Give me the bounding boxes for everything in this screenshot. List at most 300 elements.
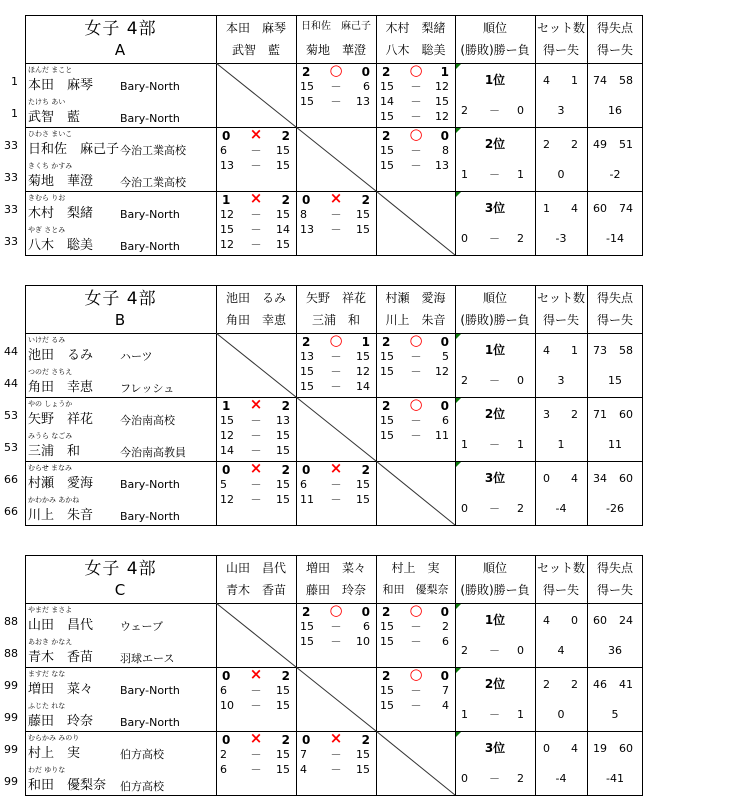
column-header-player1: 木村 梨緒 (385, 21, 446, 35)
game-score-opp: 6 (363, 620, 370, 633)
column-header-player1: 日和佐 麻己子 (301, 21, 371, 32)
game-score-dash: － (250, 493, 262, 506)
column-header-player1: 村上 実 (391, 561, 440, 575)
column-header-player1: 村瀬 愛海 (385, 291, 446, 305)
game-score-own: 15 (220, 223, 234, 236)
game-score-opp: 15 (356, 478, 370, 491)
player-name: 和田 優梨奈 (28, 778, 107, 793)
player-name: 八木 聡美 (28, 238, 94, 253)
player-affiliation: Bary-North (120, 112, 180, 125)
rank-dash: － (489, 772, 500, 785)
game-score-opp: 15 (356, 350, 370, 363)
cell-comment-marker (456, 398, 461, 403)
game-score-own: 15 (380, 365, 394, 378)
game-score-dash: － (250, 159, 262, 172)
match-cell (296, 63, 376, 127)
match-sets-won: 2 (382, 129, 391, 143)
points-lost: 60 (619, 472, 633, 485)
points-diff: 16 (608, 104, 622, 117)
win-count: 1 (461, 708, 468, 721)
match-sets-lost: 2 (281, 193, 290, 207)
match-sets-lost: 0 (440, 129, 449, 143)
game-score-dash: － (250, 238, 262, 251)
match-sets-won: 0 (222, 669, 231, 683)
game-score-dash: － (330, 478, 342, 491)
loss-count: 2 (517, 502, 524, 515)
match-sets-lost: 2 (281, 733, 290, 747)
game-score-opp: 13 (356, 95, 370, 108)
player-affiliation: ハーツ (120, 350, 153, 363)
game-score-dash: － (250, 414, 262, 427)
game-score-own: 15 (380, 80, 394, 93)
cell-comment-marker (456, 462, 461, 467)
game-score-dash: － (410, 159, 422, 172)
points-won: 74 (593, 74, 607, 87)
game-score-opp: 15 (356, 748, 370, 761)
seed-number: 53 (4, 409, 18, 422)
sets-diff: 1 (557, 438, 565, 451)
player-affiliation: フレッシュ (120, 382, 175, 395)
points-lost: 41 (619, 678, 633, 691)
match-sets-won: 0 (222, 129, 231, 143)
self-match-diagonal (296, 667, 376, 731)
stat-header-points: 得失点 (596, 291, 633, 305)
stat-header-rank: 順位 (482, 561, 507, 575)
loss-count: 0 (517, 644, 524, 657)
sets-won: 0 (543, 742, 550, 755)
game-score-own: 14 (220, 444, 234, 457)
player-affiliation: Bary-North (120, 684, 180, 697)
match-sets-lost: 2 (361, 463, 370, 477)
match-cell (376, 63, 455, 127)
group-title: 女子 4部 (84, 19, 157, 39)
rank-dash: － (489, 104, 500, 117)
game-score-own: 6 (220, 144, 227, 157)
match-sets-won: 2 (382, 399, 391, 413)
rank-label: 1位 (484, 613, 506, 627)
match-result-mark: ○ (409, 665, 423, 683)
self-match-diagonal (216, 63, 296, 127)
column-header-player1: 池田 るみ (225, 291, 286, 305)
match-cell (216, 191, 296, 255)
game-score-dash: － (410, 144, 422, 157)
player-name: 角田 幸恵 (28, 380, 94, 395)
game-score-dash: － (250, 684, 262, 697)
game-score-opp: 15 (276, 493, 290, 506)
match-sets-won: 0 (302, 193, 311, 207)
match-result-mark: ○ (409, 61, 423, 79)
rank-dash: － (489, 232, 500, 245)
player-kana: いけだ るみ (28, 336, 66, 344)
player-kana: やぎ さとみ (28, 226, 66, 234)
points-lost: 60 (619, 742, 633, 755)
sets-diff: -4 (555, 772, 567, 785)
game-score-own: 12 (220, 493, 234, 506)
sets-won: 4 (543, 614, 550, 627)
player-kana: むらせ まなみ (28, 464, 73, 472)
game-score-dash: － (250, 144, 262, 157)
loss-count: 2 (517, 232, 524, 245)
game-score-own: 15 (380, 429, 394, 442)
match-cell (216, 667, 296, 731)
win-count: 1 (461, 438, 468, 451)
match-cell (216, 731, 296, 795)
game-score-opp: 12 (435, 80, 449, 93)
self-match-diagonal (216, 603, 296, 667)
game-score-own: 15 (300, 95, 314, 108)
sets-lost: 1 (571, 344, 578, 357)
win-count: 0 (461, 232, 468, 245)
player-name: 武智 藍 (28, 110, 81, 125)
game-score-opp: 11 (435, 429, 449, 442)
sets-lost: 1 (571, 74, 578, 87)
cell-comment-marker (456, 64, 461, 69)
points-won: 46 (593, 678, 607, 691)
seed-number: 99 (4, 679, 18, 692)
stat-header-sets-sub: 得ー失 (542, 43, 579, 57)
self-match-diagonal (376, 461, 455, 525)
sets-lost: 2 (571, 138, 578, 151)
game-score-own: 15 (300, 80, 314, 93)
sets-diff: 0 (557, 708, 565, 721)
points-diff: 15 (608, 374, 622, 387)
column-header-player2: 角田 幸恵 (225, 313, 286, 327)
player-kana: みうら なごみ (28, 432, 73, 440)
game-score-opp: 2 (442, 620, 449, 633)
match-sets-won: 2 (382, 605, 391, 619)
game-score-opp: 13 (435, 159, 449, 172)
column-header-player2: 藤田 玲奈 (305, 583, 366, 597)
match-result-mark: × (249, 665, 263, 683)
player-name: 日和佐 麻己子 (28, 142, 120, 157)
game-score-own: 15 (380, 414, 394, 427)
seed-number: 33 (4, 235, 18, 248)
game-score-own: 15 (300, 620, 314, 633)
sets-lost: 0 (571, 614, 578, 627)
sets-won: 2 (543, 138, 550, 151)
points-diff: 5 (611, 708, 619, 721)
game-score-own: 15 (220, 414, 234, 427)
player-kana: きくち かすみ (28, 162, 73, 170)
game-score-dash: － (330, 635, 342, 648)
cell-comment-marker (456, 128, 461, 133)
player-kana: ますだ なな (28, 670, 66, 678)
points-won: 60 (593, 614, 607, 627)
loss-count: 1 (517, 168, 524, 181)
match-result-mark: ○ (409, 125, 423, 143)
game-score-dash: － (250, 478, 262, 491)
game-score-opp: 15 (276, 208, 290, 221)
match-result-mark: × (329, 729, 343, 747)
game-score-dash: － (330, 208, 342, 221)
game-score-own: 4 (300, 763, 307, 776)
game-score-opp: 5 (442, 350, 449, 363)
match-sets-lost: 1 (440, 65, 449, 79)
game-score-opp: 15 (435, 95, 449, 108)
game-score-dash: － (330, 380, 342, 393)
stat-header-points: 得失点 (596, 21, 633, 35)
game-score-opp: 15 (276, 159, 290, 172)
match-result-mark: ○ (329, 331, 343, 349)
game-score-opp: 10 (356, 635, 370, 648)
game-score-opp: 12 (435, 365, 449, 378)
match-result-mark: × (329, 459, 343, 477)
player-name: 池田 るみ (28, 348, 94, 363)
match-cell (296, 461, 376, 525)
game-score-own: 14 (380, 95, 394, 108)
sets-diff: 3 (557, 374, 565, 387)
loss-count: 1 (517, 708, 524, 721)
game-score-dash: － (410, 350, 422, 363)
player-kana: ふじた れな (28, 702, 66, 710)
game-score-dash: － (330, 763, 342, 776)
seed-number: 1 (11, 75, 18, 88)
sets-diff: -3 (555, 232, 567, 245)
game-score-own: 6 (220, 763, 227, 776)
player-name: 川上 朱音 (28, 508, 94, 523)
points-lost: 60 (619, 408, 633, 421)
stat-header-sets: セット数 (536, 561, 585, 575)
game-score-own: 15 (380, 110, 394, 123)
rank-dash: － (489, 438, 500, 451)
points-won: 19 (593, 742, 607, 755)
stat-header-points-sub: 得ー失 (596, 313, 633, 327)
sets-diff: 4 (557, 644, 565, 657)
points-diff: -26 (606, 502, 624, 515)
player-affiliation: 今治南高校 (120, 414, 175, 427)
sets-diff: -4 (555, 502, 567, 515)
group-letter: C (114, 581, 127, 599)
match-sets-lost: 2 (281, 399, 290, 413)
game-score-own: 7 (300, 748, 307, 761)
stat-header-points-sub: 得ー失 (596, 43, 633, 57)
win-count: 0 (461, 502, 468, 515)
seed-number: 88 (4, 647, 18, 660)
match-sets-won: 0 (222, 733, 231, 747)
game-score-own: 15 (380, 699, 394, 712)
self-match-diagonal (216, 333, 296, 397)
column-header-player2: 菊地 華澄 (305, 43, 366, 57)
game-score-dash: － (410, 365, 422, 378)
player-kana: わだ ゆりな (28, 766, 66, 774)
player-kana: やまだ まさよ (28, 606, 73, 614)
game-score-opp: 15 (356, 493, 370, 506)
match-result-mark: × (249, 459, 263, 477)
rank-label: 1位 (484, 73, 506, 87)
game-score-own: 11 (300, 493, 314, 506)
player-kana: やの しょうか (28, 400, 73, 408)
match-sets-won: 2 (382, 65, 391, 79)
game-score-own: 6 (220, 684, 227, 697)
game-score-dash: － (330, 493, 342, 506)
cell-comment-marker (456, 668, 461, 673)
seed-number: 33 (4, 171, 18, 184)
points-won: 73 (593, 344, 607, 357)
game-score-opp: 15 (276, 238, 290, 251)
points-diff: 36 (608, 644, 622, 657)
player-name: 三浦 和 (28, 444, 81, 459)
match-result-mark: ○ (409, 395, 423, 413)
game-score-own: 12 (220, 208, 234, 221)
stat-header-sets: セット数 (536, 21, 585, 35)
cell-comment-marker (456, 604, 461, 609)
game-score-dash: － (410, 684, 422, 697)
player-name: 木村 梨緒 (28, 206, 94, 221)
player-affiliation: Bary-North (120, 478, 180, 491)
sets-won: 2 (543, 678, 550, 691)
game-score-own: 13 (300, 350, 314, 363)
game-score-dash: － (330, 365, 342, 378)
rank-dash: － (489, 374, 500, 387)
game-score-own: 5 (220, 478, 227, 491)
seed-number: 33 (4, 203, 18, 216)
player-affiliation: Bary-North (120, 240, 180, 253)
game-score-opp: 6 (442, 414, 449, 427)
column-header-player2: 和田 優梨奈 (382, 583, 449, 596)
game-score-dash: － (250, 444, 262, 457)
column-header-player2: 八木 聡美 (385, 43, 446, 57)
player-name: 村瀬 愛海 (28, 476, 94, 491)
stat-header-sets-sub: 得ー失 (542, 583, 579, 597)
rank-label: 2位 (484, 677, 506, 691)
match-cell (216, 461, 296, 525)
rank-label: 3位 (484, 201, 506, 215)
game-score-opp: 15 (276, 699, 290, 712)
loss-count: 1 (517, 438, 524, 451)
points-diff: -2 (609, 168, 621, 181)
match-sets-lost: 0 (440, 399, 449, 413)
game-score-dash: － (330, 350, 342, 363)
match-sets-lost: 0 (361, 605, 370, 619)
points-diff: 11 (608, 438, 622, 451)
column-header-player1: 山田 昌代 (225, 561, 286, 575)
player-affiliation: 今治南高教員 (120, 446, 186, 459)
player-affiliation: 今治工業高校 (120, 176, 186, 189)
game-score-own: 15 (300, 365, 314, 378)
match-sets-lost: 2 (281, 129, 290, 143)
win-count: 1 (461, 168, 468, 181)
match-result-mark: × (329, 189, 343, 207)
match-sets-won: 1 (222, 193, 231, 207)
cell-comment-marker (456, 732, 461, 737)
match-sets-won: 2 (302, 605, 311, 619)
game-score-opp: 12 (356, 365, 370, 378)
match-cell (376, 333, 455, 397)
player-kana: ほんだ まこと (28, 66, 73, 74)
game-score-dash: － (410, 414, 422, 427)
sets-won: 4 (543, 74, 550, 87)
win-count: 2 (461, 644, 468, 657)
game-score-opp: 15 (276, 478, 290, 491)
match-sets-won: 2 (382, 669, 391, 683)
player-affiliation: Bary-North (120, 80, 180, 93)
seed-number: 99 (4, 711, 18, 724)
match-result-mark: × (249, 395, 263, 413)
self-match-diagonal (296, 127, 376, 191)
game-score-dash: － (410, 110, 422, 123)
player-name: 本田 麻琴 (28, 78, 94, 93)
match-sets-lost: 0 (440, 605, 449, 619)
stat-header-sets: セット数 (536, 291, 585, 305)
game-score-own: 15 (300, 380, 314, 393)
game-score-own: 15 (300, 635, 314, 648)
points-diff: -14 (606, 232, 624, 245)
game-score-own: 15 (380, 635, 394, 648)
cell-comment-marker (456, 334, 461, 339)
match-sets-won: 1 (222, 399, 231, 413)
match-cell (376, 667, 455, 731)
seed-number: 99 (4, 775, 18, 788)
player-kana: むらかみ みのり (28, 734, 80, 742)
match-result-mark: ○ (409, 601, 423, 619)
match-cell (376, 127, 455, 191)
player-kana: かわかみ あかね (28, 496, 80, 504)
game-score-dash: － (330, 95, 342, 108)
game-score-dash: － (410, 95, 422, 108)
match-sets-lost: 2 (361, 733, 370, 747)
player-kana: たけち あい (28, 98, 66, 106)
game-score-own: 15 (380, 684, 394, 697)
rank-dash: － (489, 502, 500, 515)
match-cell (296, 603, 376, 667)
match-cell (376, 397, 455, 461)
stat-header-points: 得失点 (596, 561, 633, 575)
player-kana: あおき かなえ (28, 638, 73, 646)
sets-lost: 4 (571, 202, 578, 215)
player-name: 村上 実 (28, 746, 81, 761)
game-score-opp: 15 (356, 208, 370, 221)
match-sets-lost: 2 (281, 669, 290, 683)
match-sets-won: 2 (382, 335, 391, 349)
player-kana: きむら りお (28, 194, 66, 202)
seed-number: 44 (4, 377, 18, 390)
match-sets-lost: 2 (281, 463, 290, 477)
game-score-own: 12 (220, 429, 234, 442)
game-score-own: 2 (220, 748, 227, 761)
game-score-opp: 6 (363, 80, 370, 93)
group-title: 女子 4部 (84, 289, 157, 309)
game-score-dash: － (250, 763, 262, 776)
player-affiliation: 羽球エース (120, 652, 175, 665)
self-match-diagonal (296, 397, 376, 461)
stat-header-rank-sub: (勝敗)勝ー負 (460, 583, 530, 597)
sets-won: 4 (543, 344, 550, 357)
points-won: 60 (593, 202, 607, 215)
stat-header-sets-sub: 得ー失 (542, 313, 579, 327)
player-name: 青木 香苗 (28, 650, 94, 665)
stat-header-rank-sub: (勝敗)勝ー負 (460, 43, 530, 57)
sets-lost: 2 (571, 408, 578, 421)
player-affiliation: ウェーブ (120, 620, 164, 633)
match-cell (216, 397, 296, 461)
points-lost: 24 (619, 614, 633, 627)
match-result-mark: × (249, 729, 263, 747)
match-cell (296, 191, 376, 255)
game-score-dash: － (330, 748, 342, 761)
game-score-opp: 8 (442, 144, 449, 157)
seed-number: 66 (4, 505, 18, 518)
game-score-opp: 13 (276, 414, 290, 427)
match-result-mark: ○ (329, 61, 343, 79)
match-sets-won: 2 (302, 65, 311, 79)
game-score-opp: 15 (276, 144, 290, 157)
game-score-opp: 12 (435, 110, 449, 123)
player-affiliation: Bary-North (120, 208, 180, 221)
game-score-dash: － (250, 748, 262, 761)
game-score-dash: － (330, 223, 342, 236)
match-sets-won: 2 (302, 335, 311, 349)
points-lost: 58 (619, 74, 633, 87)
